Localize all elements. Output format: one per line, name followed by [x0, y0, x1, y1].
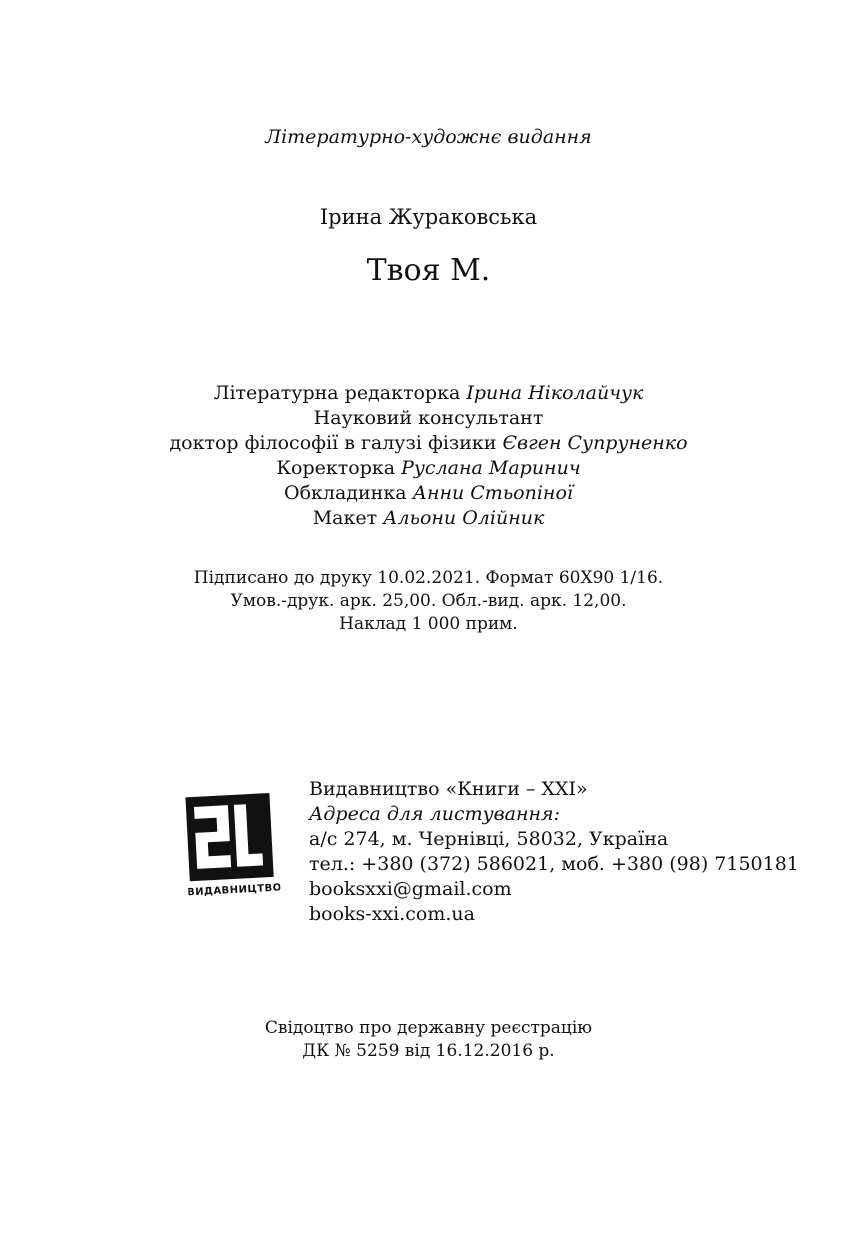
edition-genre: Літературно-художнє видання — [265, 126, 592, 148]
credit-role: Макет — [312, 507, 384, 529]
certificate-line: ДК № 5259 від 16.12.2016 р. — [302, 1041, 555, 1061]
print-info-line: Наклад 1 000 прим. — [339, 614, 518, 634]
credit-line — [0, 406, 857, 431]
logo-caption: ВИДАВНИЦТВО — [186, 882, 281, 899]
credit-role: Науковий консультант — [313, 407, 544, 429]
publisher-name: Видавництво «Книги – XXI» — [309, 778, 588, 800]
credit-person: Альони Олійник — [383, 507, 545, 529]
credit-person: Анни Стьопіної — [412, 482, 573, 504]
credit-line — [0, 456, 857, 481]
registration-certificate — [0, 1017, 857, 1063]
credit-line — [0, 381, 857, 406]
credit-role: доктор філософії в галузі фізики — [169, 432, 503, 454]
email-address[interactable]: booksxxi@gmail.com — [309, 878, 512, 900]
credit-role: Літературна редакторка — [213, 382, 467, 404]
credit-person: Євген Супруненко — [502, 432, 688, 454]
book-author: Ірина Жураковська — [319, 205, 538, 229]
print-info-line: Умов.-друк. арк. 25,00. Обл.-вид. арк. 12,00. — [230, 591, 627, 611]
print-info — [0, 567, 857, 636]
credit-person: Ірина Ніколайчук — [466, 382, 644, 404]
postal-address: а/с 274, м. Чернівці, 58032, Україна — [309, 828, 669, 850]
credit-role: Обкладинка — [284, 482, 413, 504]
credit-role: Коректорка — [276, 457, 402, 479]
credit-line — [0, 506, 857, 531]
publisher-21-logo-icon — [183, 791, 280, 900]
credits-block — [0, 381, 857, 531]
credit-line — [0, 481, 857, 506]
print-info-line: Підписано до друку 10.02.2021. Формат 60Х90 1/16. — [193, 568, 664, 588]
book-title: Твоя М. — [366, 253, 491, 288]
certificate-line: Свідоцтво про державну реєстрацію — [264, 1018, 593, 1038]
credit-person: Руслана Маринич — [401, 457, 581, 479]
phone-numbers: тел.: +380 (372) 586021, моб. +380 (98) 7150181 — [309, 853, 799, 875]
credit-line — [0, 431, 857, 456]
address-label: Адреса для листування: — [309, 803, 561, 825]
publisher-contacts — [309, 777, 799, 927]
website-link[interactable]: books-xxi.com.ua — [309, 903, 475, 925]
